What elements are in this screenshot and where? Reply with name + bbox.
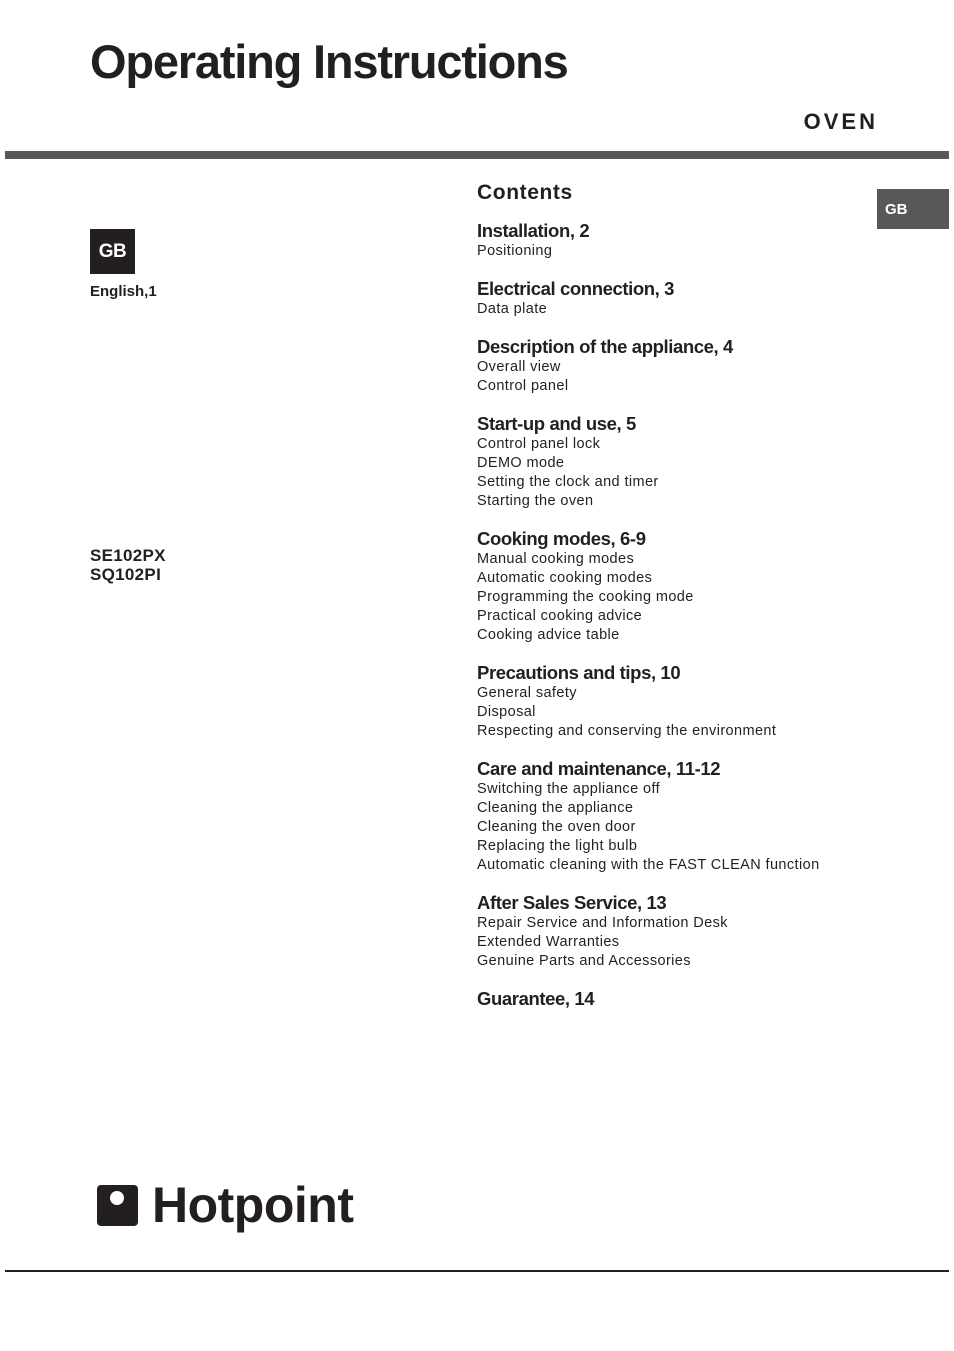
toc-section [477, 662, 877, 741]
toc-section [477, 988, 877, 1010]
toc-sub-item: General safety [477, 685, 577, 701]
toc-section-list [477, 220, 877, 1010]
toc-sub-item: Cleaning the oven door [477, 819, 636, 835]
brand-logo [97, 1177, 354, 1233]
toc-section-title: After Sales Service, 13 [477, 892, 667, 913]
toc-sub-item: Disposal [477, 704, 536, 720]
toc-section-title: Installation, 2 [477, 220, 590, 241]
page-title: Operating Instructions [90, 35, 568, 88]
toc-sub-item: Cooking advice table [477, 627, 620, 643]
toc-sub-item: Cleaning the appliance [477, 800, 634, 816]
toc-section-title: Cooking modes, 6-9 [477, 528, 646, 549]
hotpoint-logo-icon [97, 1185, 138, 1226]
toc-sub-item: Control panel lock [477, 436, 601, 452]
language-page-reference: English,1 [90, 283, 157, 300]
model-list [90, 546, 166, 584]
model-number: SE102PX [90, 546, 166, 565]
toc-sub-item: Data plate [477, 301, 548, 317]
toc-section-title: Guarantee, 14 [477, 988, 595, 1009]
footer-divider [5, 1270, 949, 1272]
toc-section [477, 278, 877, 319]
toc-section [477, 413, 877, 511]
toc-section [477, 892, 877, 971]
toc-sub-item: Switching the appliance off [477, 781, 661, 797]
toc-sub-item: Automatic cooking modes [477, 570, 653, 586]
header-divider [5, 151, 949, 159]
language-side-tab-label: GB [885, 200, 908, 218]
toc-section-title: Start-up and use, 5 [477, 413, 636, 434]
toc-section-title: Precautions and tips, 10 [477, 662, 681, 683]
language-badge-label: GB [98, 240, 127, 262]
toc-section-title: Electrical connection, 3 [477, 278, 675, 299]
product-type-label: OVEN [803, 109, 878, 134]
toc-sub-item: Respecting and conserving the environment [477, 723, 777, 739]
toc-sub-item: Genuine Parts and Accessories [477, 953, 691, 969]
toc-sub-item: Starting the oven [477, 493, 594, 509]
language-side-tab [877, 189, 949, 229]
toc-sub-item: Extended Warranties [477, 934, 620, 950]
toc-sub-item: Positioning [477, 243, 553, 259]
toc-sub-item: DEMO mode [477, 455, 565, 471]
toc-section [477, 528, 877, 645]
toc-sub-item: Programming the cooking mode [477, 589, 694, 605]
contents-title: Contents [477, 181, 573, 204]
toc-sub-item: Overall view [477, 359, 561, 375]
toc-sub-item: Setting the clock and timer [477, 474, 659, 490]
toc-sub-item: Manual cooking modes [477, 551, 635, 567]
toc-sub-item: Automatic cleaning with the FAST CLEAN function [477, 857, 820, 873]
toc-sub-item: Control panel [477, 378, 569, 394]
toc-sub-item: Replacing the light bulb [477, 838, 638, 854]
language-badge [90, 229, 135, 274]
toc-section [477, 758, 877, 875]
toc-section-title: Description of the appliance, 4 [477, 336, 733, 357]
toc-section [477, 336, 877, 396]
model-number: SQ102PI [90, 565, 162, 584]
toc-sub-item: Repair Service and Information Desk [477, 915, 728, 931]
toc-section-title: Care and maintenance, 11-12 [477, 758, 721, 779]
table-of-contents [477, 180, 877, 1027]
brand-name: Hotpoint [152, 1177, 354, 1233]
toc-section [477, 220, 877, 261]
toc-sub-item: Practical cooking advice [477, 608, 643, 624]
